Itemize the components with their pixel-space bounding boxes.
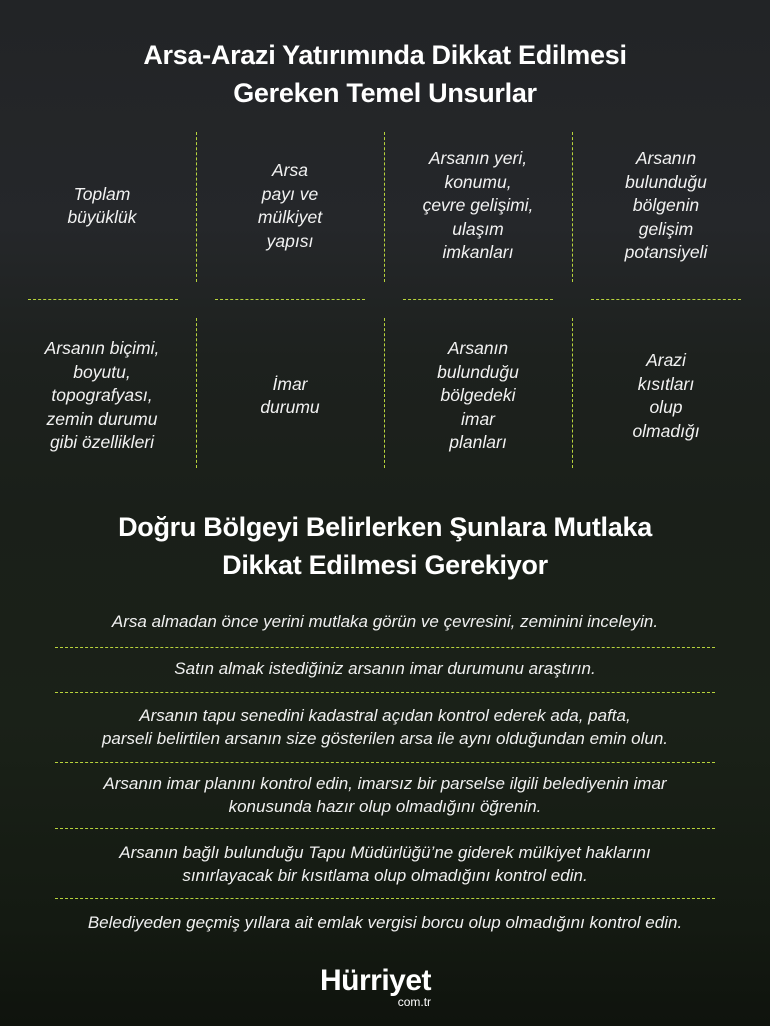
divider xyxy=(55,692,715,693)
title-line: Arsa-Arazi Yatırımında Dikkat Edilmesi xyxy=(143,40,627,70)
grid-cell: Arazi kısıtları olup olmadığı xyxy=(632,350,700,441)
list-item: Arsanın tapu senedini kadastral açıdan kontrol ederek ada, pafta, parseli belirtilen arsanın size gösterilen arsa ile aynı olduğundan emin olun. xyxy=(101,706,669,748)
grid-cell: Toplam büyüklük xyxy=(67,183,137,227)
grid-cell: Arsanın bulunduğu bölgedeki imar planları xyxy=(437,338,519,453)
divider xyxy=(28,299,178,300)
grid-cell: Arsa payı ve mülkiyet yapısı xyxy=(257,160,323,251)
section1-title xyxy=(0,36,770,112)
list-item: Arsanın bağlı bulunduğu Tapu Müdürlüğü’ne giderek mülkiyet haklarını sınırlayacak bir kısıtlama olup olmadığını kontrol edin. xyxy=(119,843,651,885)
section2-title xyxy=(0,508,770,584)
divider xyxy=(55,898,715,899)
list-item: Satın almak istediğiniz arsanın imar durumunu araştırın. xyxy=(174,659,596,678)
grid-cell: Arsanın biçimi, boyutu, topografyası, zemin durumu gibi özellikleri xyxy=(44,338,160,453)
list-item: Belediyeden geçmiş yıllara ait emlak vergisi borcu olup olmadığını kontrol edin. xyxy=(87,913,683,932)
divider xyxy=(572,132,573,282)
divider xyxy=(591,299,741,300)
divider xyxy=(55,647,715,648)
divider xyxy=(215,299,365,300)
divider xyxy=(384,318,385,468)
divider xyxy=(55,828,715,829)
divider xyxy=(384,132,385,282)
title-line: Doğru Bölgeyi Belirlerken Şunlara Mutlaka xyxy=(118,512,652,542)
divider xyxy=(196,132,197,282)
list-item: Arsanın imar planını kontrol edin, imarsız bir parselse ilgili belediyenin imar konusunda hazır olup olmadığını öğrenin. xyxy=(103,774,667,816)
grid-cell: Arsanın bulunduğu bölgenin gelişim potansiyeli xyxy=(624,148,708,263)
title-line: Gereken Temel Unsurlar xyxy=(233,78,537,108)
divider xyxy=(572,318,573,468)
divider xyxy=(403,299,553,300)
divider xyxy=(55,762,715,763)
title-line: Dikkat Edilmesi Gerekiyor xyxy=(222,550,548,580)
logo-brand: Hürriyet xyxy=(320,964,432,997)
hurriyet-logo xyxy=(320,966,431,1008)
grid-cell: Arsanın yeri, konumu, çevre gelişimi, ulaşım imkanları xyxy=(422,148,534,263)
logo-domain: com.tr xyxy=(397,995,432,1009)
list-item: Arsa almadan önce yerini mutlaka görün ve çevresini, zeminini inceleyin. xyxy=(111,612,659,631)
grid-cell: İmar durumu xyxy=(260,373,320,417)
divider xyxy=(196,318,197,468)
